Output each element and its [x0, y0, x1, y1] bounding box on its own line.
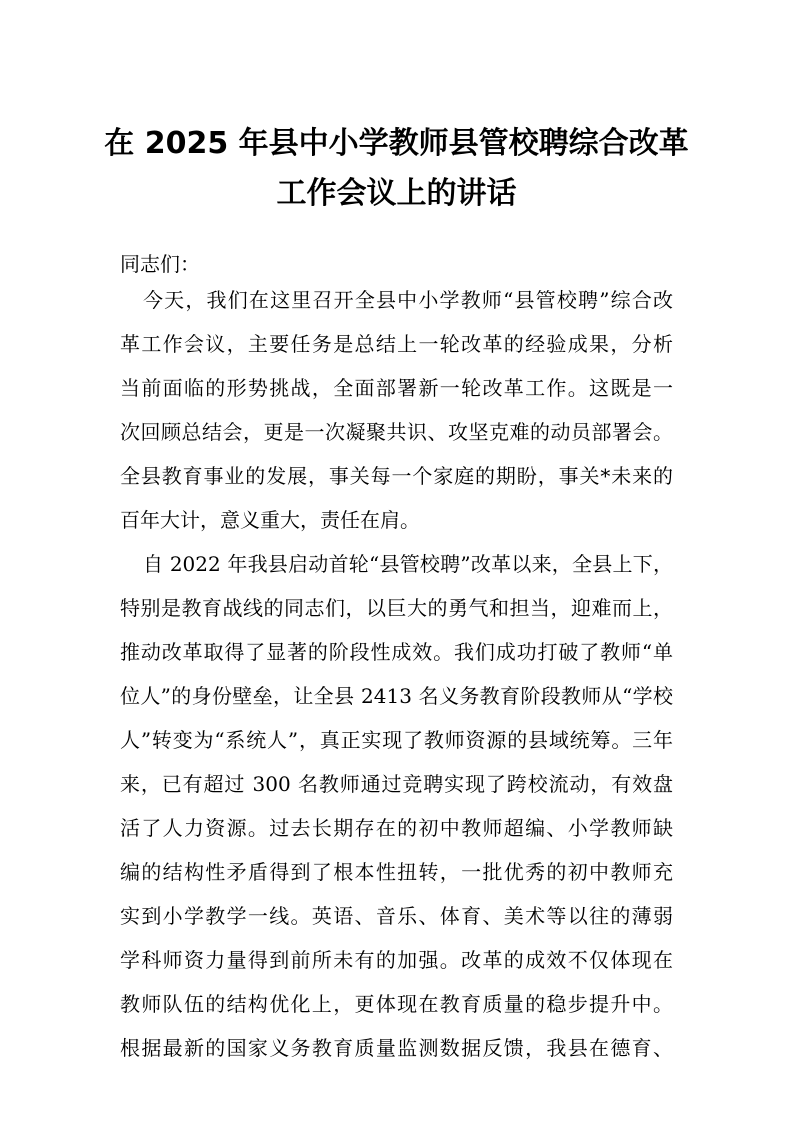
- paragraph-2-line: 特别是教育战线的同志们，以巨大的勇气和担当，迎难而上，: [120, 596, 673, 620]
- paragraph-2-line: 位人”的身份壁垒，让全县 2413 名义务教育阶段教师从“学校: [120, 684, 673, 708]
- paragraph-1-line: 革工作会议，主要任务是总结上一轮改革的经验成果，分析: [120, 332, 673, 356]
- paragraph-2-line: 人”转变为“系统人”，真正实现了教师资源的县域统筹。三年: [120, 728, 673, 752]
- paragraph-2-line: 自 2022 年我县启动首轮“县管校聘”改革以来，全县上下，: [143, 552, 673, 576]
- paragraph-2-line: 根据最新的国家义务教育质量监测数据反馈，我县在德育、: [120, 1036, 673, 1060]
- paragraph-1-line: 当前面临的形势挑战，全面部署新一轮改革工作。这既是一: [120, 376, 673, 400]
- paragraph-2-line: 实到小学教学一线。英语、音乐、体育、美术等以往的薄弱: [120, 904, 673, 928]
- document-title-line-2: 工作会议上的讲话: [276, 176, 517, 211]
- paragraph-1-line: 全县教育事业的发展，事关每一个家庭的期盼，事关*未来的: [120, 464, 673, 488]
- paragraph-2-line: 学科师资力量得到前所未有的加强。改革的成效不仅体现在: [120, 948, 673, 972]
- salutation: 同志们：: [120, 252, 200, 276]
- document-title-line-1: 在 2025 年县中小学教师县管校聘综合改革: [104, 126, 689, 161]
- paragraph-1-line: 次回顾总结会，更是一次凝聚共识、攻坚克难的动员部署会。: [120, 420, 673, 444]
- paragraph-2-line: 活了人力资源。过去长期存在的初中教师超编、小学教师缺: [120, 816, 673, 840]
- paragraph-2-line: 来，已有超过 300 名教师通过竞聘实现了跨校流动，有效盘: [120, 772, 673, 796]
- paragraph-1-line: 今天，我们在这里召开全县中小学教师“县管校聘”综合改: [143, 288, 673, 312]
- paragraph-1-line: 百年大计，意义重大，责任在肩。: [120, 508, 420, 532]
- paragraph-2-line: 编的结构性矛盾得到了根本性扭转，一批优秀的初中教师充: [120, 860, 673, 884]
- paragraph-2-line: 推动改革取得了显著的阶段性成效。我们成功打破了教师“单: [120, 640, 673, 664]
- paragraph-2-line: 教师队伍的结构优化上，更体现在教育质量的稳步提升中。: [120, 992, 673, 1016]
